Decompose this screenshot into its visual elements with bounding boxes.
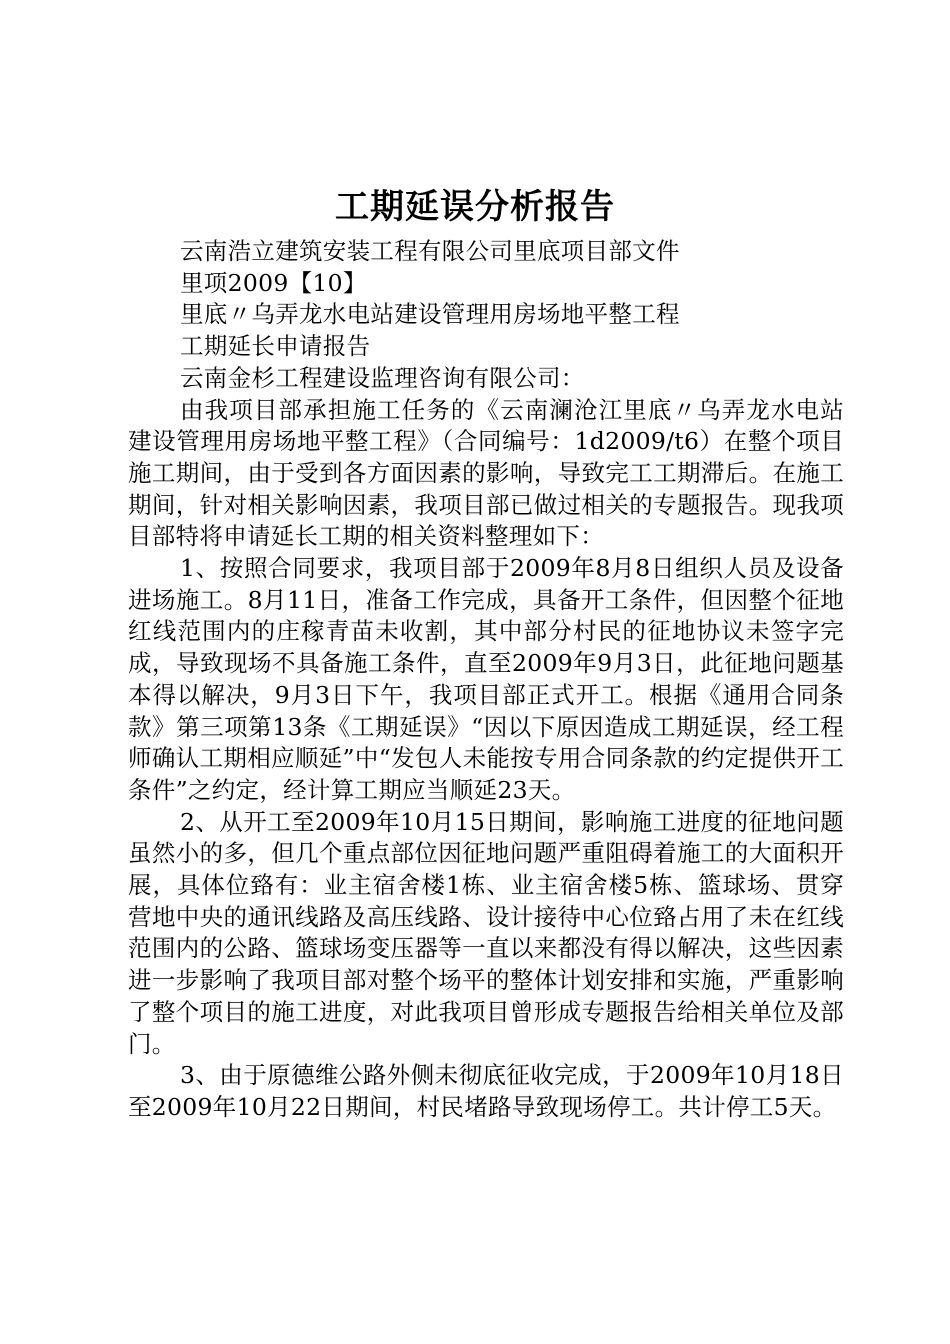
header-line-recipient: 云南金杉工程建设监理咨询有限公司：	[180, 363, 585, 392]
header-line-doc-number: 里项2009【10】	[180, 268, 367, 297]
header-line-project: 里底〃乌弄龙水电站建设管理用房场地平整工程	[180, 300, 680, 329]
document-title: 工期延误分析报告	[335, 187, 615, 227]
paragraph-item-2: 2、从开工至2009年10月15日期间，影响施工进度的征地问题虽然小的多，但几个重点部位因征地问题严重阻碍着施工的大面积开展，具体位臵有：业主宿舍楼1栋、业主宿舍楼5栋、篮球场、贯穿营地中央的通讯线路及高压线路、设计接待中心位臵占用了未在红线范围内的公路、篮球场变压器等一直以来都没有得以解决，这些因素进一步影响了我项目部对整个场平的整体计划安排和实施，严重影响了整个项目的施工进度，对此我项目曾形成专题报告给相关单位及部门。	[128, 807, 844, 1058]
paragraph-item-3: 3、由于原德维公路外侧未彻底征收完成，于2009年10月18日至2009年10月22日期间，村民堵路导致现场停工。共计停工5天。	[128, 1061, 844, 1121]
header-line-subject: 工期延长申请报告	[180, 332, 371, 361]
paragraph-item-1: 1、按照合同要求，我项目部于2009年8月8日组织人员及设备进场施工。8月11日，准备工作完成，具备开工条件，但因整个征地红线范围内的庄稼青苗未收割，其中部分村民的征地协议未签字完成，导致现场不具备施工条件，直至2009年9月3日，此征地问题基本得以解决，9月3日下午，我项目部正式开工。根据《通用合同条款》第三项第13条《工期延误》“因以下原因造成工期延误，经工程师确认工期相应顺延”中“发包人未能按专用合同条款的约定提供开工条件”之约定，经计算工期应当顺延23天。	[128, 554, 844, 804]
document-body	[128, 236, 844, 1124]
header-line-company: 云南浩立建筑安装工程有限公司里底项目部文件	[180, 237, 680, 265]
paragraph-intro: 由我项目部承担施工任务的《云南澜沧江里底〃乌弄龙水电站建设管理用房场地平整工程》（合同编号：1d2009/t6）在整个项目施工期间，由于受到各方面因素的影响，导致完工工期滞后。在施工期间，针对相关影响因素，我项目部已做过相关的专题报告。现我项目部特将申请延长工期的相关资料整理如下：	[128, 395, 844, 551]
